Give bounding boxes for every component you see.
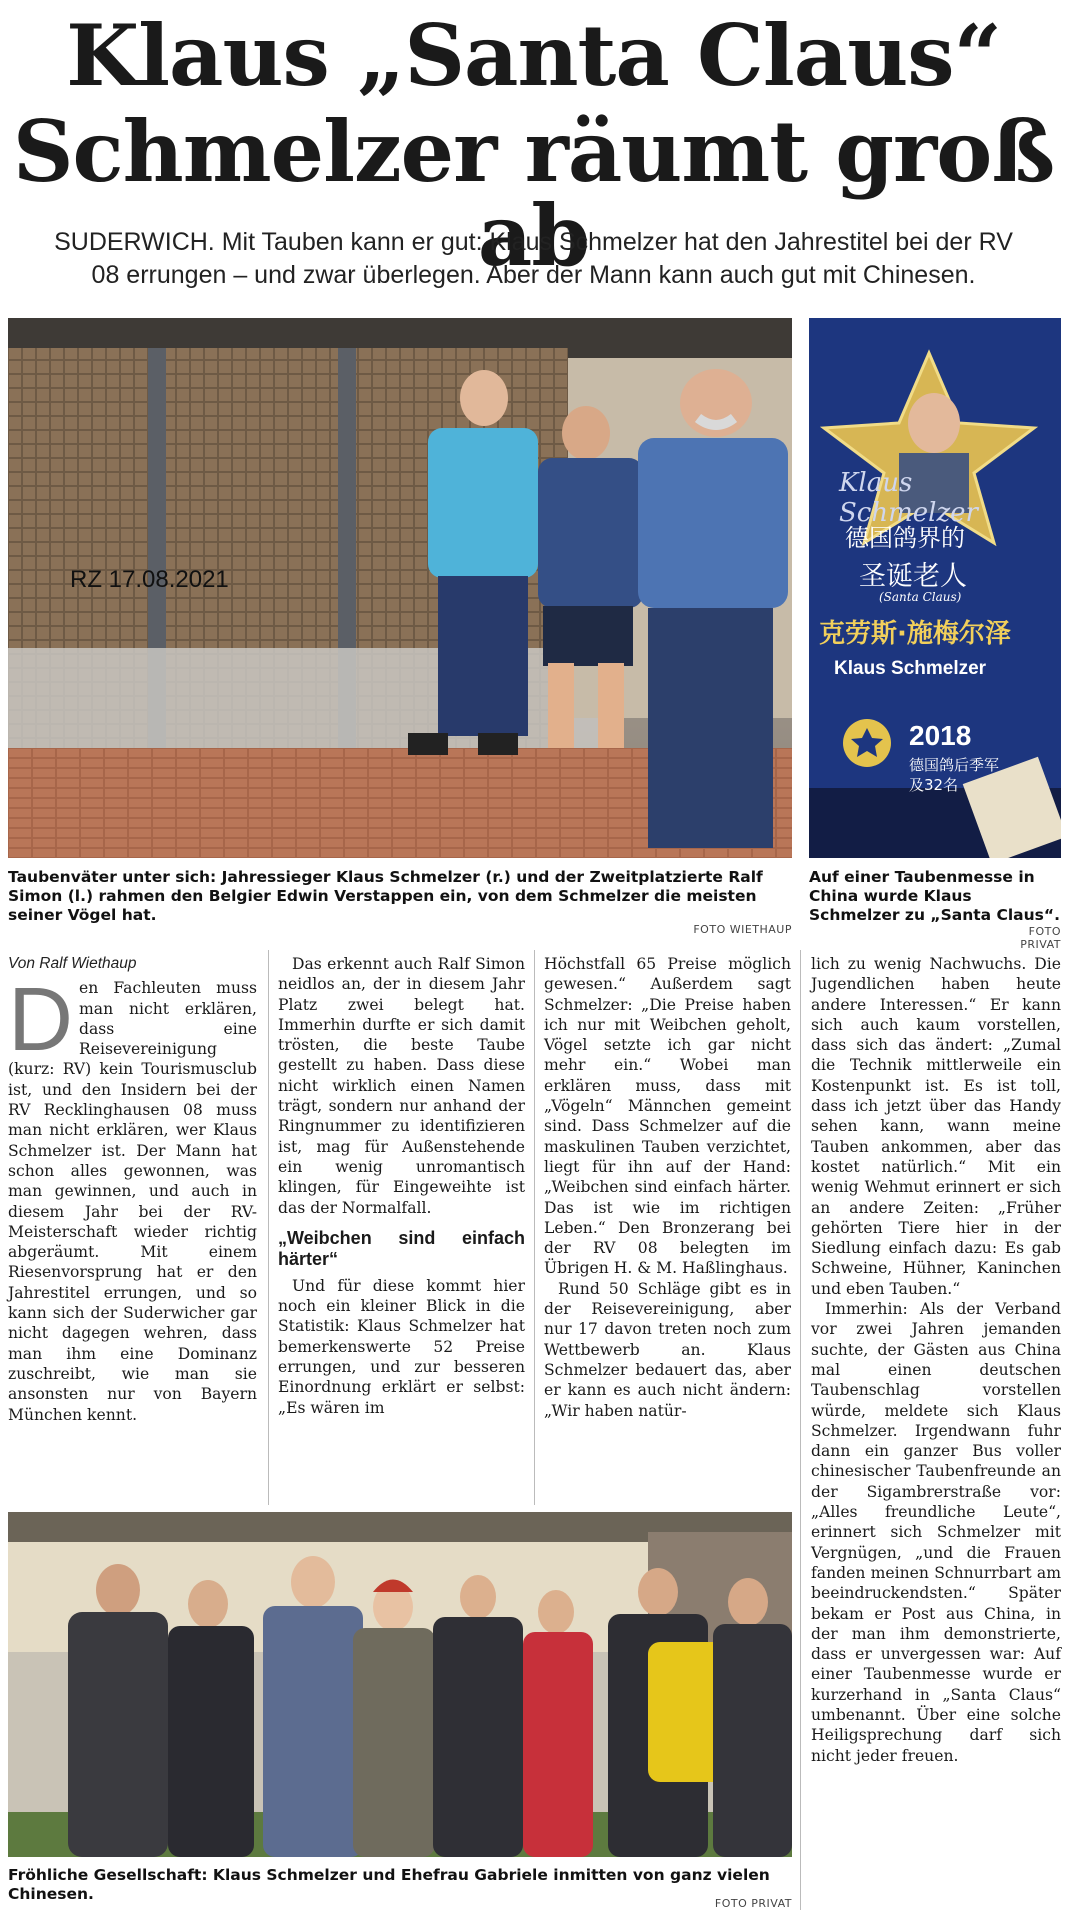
photo-group-caption-text: Fröhliche Gesellschaft: Klaus Schmelzer und Ehefrau Gabriele inmitten von ganz vielen Chinesen. <box>8 1866 770 1903</box>
paragraph: lich zu wenig Nachwuchs. Die Jugendlichen haben heute andere Interessen.“ Er kann sich auch kaum vorstellen, dass sich das ändert: „Zumal die Technik mittlerweile ein Kostenpunkt ist. Es ist toll, dass ich jetzt über das Handy sehen kann, wann meine Tauben ankommen, aber das kostet natürlich.“ Mit ein wenig Wehmut erinnert er sich an andere Zeiten: „Früher gehörten Tiere hier in der Siedlung einfach dazu: Es gab Schweine, Hühner, Kaninchen und eben Tauben.“ <box>811 955 1061 1298</box>
dropcap: D <box>8 970 73 1071</box>
byline: Von Ralf Wiethaup <box>8 955 137 972</box>
photo-side-credit: FOTO PRIVAT <box>1020 925 1061 951</box>
paragraph: Rund 50 Schläge gibt es in der Reisevereinigung, aber nur 17 davon treten noch zum Wettbewerb an. Klaus Schmelzer bedauert das, aber er kann es auch nicht ändern: „Wir haben natür- <box>544 1279 791 1420</box>
photo-santa-claus-poster <box>809 318 1061 858</box>
column-rule <box>268 950 269 1505</box>
photo-side-caption <box>809 868 1061 925</box>
poster-year: 2018 <box>909 720 972 751</box>
photo-side-caption-text: Auf einer Taubenmesse in China wurde Klaus Schmelzer zu „Santa Claus“. <box>809 868 1060 924</box>
date-stamp: RZ 17.08.2021 <box>70 566 229 593</box>
article-column-1 <box>8 954 257 1425</box>
poster-script: Klaus Schmelzer <box>839 468 978 528</box>
poster-line-1: 德国鸽后季军 <box>909 756 1000 774</box>
photo-main-caption <box>8 868 792 925</box>
poster-line-2: 及32名 <box>909 776 959 794</box>
paragraph: Und für diese kommt hier noch ein kleiner Blick in die Statistik: Klaus Schmelzer hat bemerkenswerte 52 Preise errungen, und zur besseren Einordnung erklärt er selbst: „Es wären im <box>278 1276 525 1417</box>
poster-name: Klaus Schmelzer <box>834 658 987 679</box>
paragraph: en Fachleuten muss man nicht erklären, dass eine Reisevereinigung (kurz: RV) kein Tourismusclub ist, und den Insidern bei der RV Recklinghausen 08 muss man nicht erklären, wer Klaus Schmelzer ist. Der Mann hat schon alles gewonnen, was man gewinnen, und auch in diesem Jahr bei der RV-Meisterschaft wieder richtig abgeräumt. Mit einem Riesenvorsprung hat er den Jahrestitel errungen, und so kann sich der Suderwicher gar nicht dagegen wehren, dass man ihm eine Dominanz zuschreibt, wie man sie ansonsten nur von Bayern München kennt. <box>8 979 257 1424</box>
article-column-3 <box>544 954 791 1421</box>
lead-line-1: SUDERWICH. Mit Tauben kann er gut: Klaus Schmelzer hat den Jahrestitel bei der RV <box>54 228 1013 256</box>
article-column-2 <box>278 954 525 1418</box>
article-column-4 <box>811 954 1061 1766</box>
column-rule <box>534 950 535 1505</box>
photo-group-credit: FOTO PRIVAT <box>714 1897 792 1910</box>
lead-line-2: 08 errungen – und zwar überlegen. Aber der Mann kann auch gut mit Chinesen. <box>91 261 976 289</box>
photo-main-caption-text: Taubenväter unter sich: Jahressieger Klaus Schmelzer (r.) und der Zweitplatzierte Ralf Simon (l.) rahmen den Belgier Edwin Verstappen ein, von dem Schmelzer die meisten seiner Vögel hat. <box>8 868 763 924</box>
subheading: „Weibchen sind einfach härter“ <box>278 1227 525 1269</box>
paragraph: Immerhin: Als der Verband vor zwei Jahren jemanden suchte, der Gästen aus China mal einen deutschen Taubenschlag vorstellen würde, meldete sich Klaus Schmelzer. Irgendwann fuhr dann ein ganzer Bus voller chinesischer Taubenfreunde an der Sigambrerstraße vor: „Alles freundliche Leute“, erinnert sich Schmelzer mit Vergnügen, „und die Frauen fanden meinen Schnurrbart am beeindruckendsten.“ Später bekam er Post aus China, in der man ihm demonstrierte, dass er unvergessen war: Auf einer Taubenmesse wurde er kurzerhand in „Santa Claus“ umbenannt. Über eine solche Heiligsprechung darf sich nicht jeder freuen. <box>811 1300 1061 1765</box>
column-rule <box>800 950 801 1910</box>
headline-line-2: Schmelzer räumt groß ab <box>12 102 1055 285</box>
photo-group-image <box>8 1512 792 1857</box>
photo-group <box>8 1512 792 1857</box>
photo-group-caption <box>8 1866 792 1904</box>
photo-main-credit: FOTO WIETHAUP <box>693 923 792 936</box>
poster-chinese-1: 德国鸽界的 <box>845 524 965 552</box>
poster-sub: (Santa Claus) <box>879 590 962 604</box>
poster-chinese-2: 圣诞老人 <box>859 561 967 592</box>
paragraph: Höchstfall 65 Preise möglich gewesen.“ Außerdem sagt Schmelzer: „Die Preise haben ich nur mit Weibchen geholt, Vögel setzte ich gar nicht mehr ein.“ Wobei man erklären muss, dass mit „Vögeln“ Männchen gemeint sind. Dass Schmelzer auf die maskulinen Tauben verzichtet, liegt für ihn auf der Hand: „Weibchen sind einfach härter. Das ist wie im richtigen Leben.“ Den Bronzerang bei der RV 08 belegten im Übrigen H. & M. Haßlinghaus. <box>544 955 791 1278</box>
poster-chinese-3: 克劳斯·施梅尔泽 <box>819 619 1011 649</box>
photo-pigeon-loft <box>8 318 792 858</box>
paragraph: Das erkennt auch Ralf Simon neidlos an, der in diesem Jahr Platz zwei belegt hat. Immerhin durfte er sich damit trösten, die beste Taube gestellt zu haben. Dass diese nicht wirklich einen Namen trägt, sondern nur anhand der Ringnummer zu identifizieren ist, mag für Außenstehende ein wenig unromantisch klingen, für Eingeweihte ist das der Normalfall. <box>278 955 525 1217</box>
headline-line-1: Klaus „Santa Claus“ <box>66 6 1001 105</box>
